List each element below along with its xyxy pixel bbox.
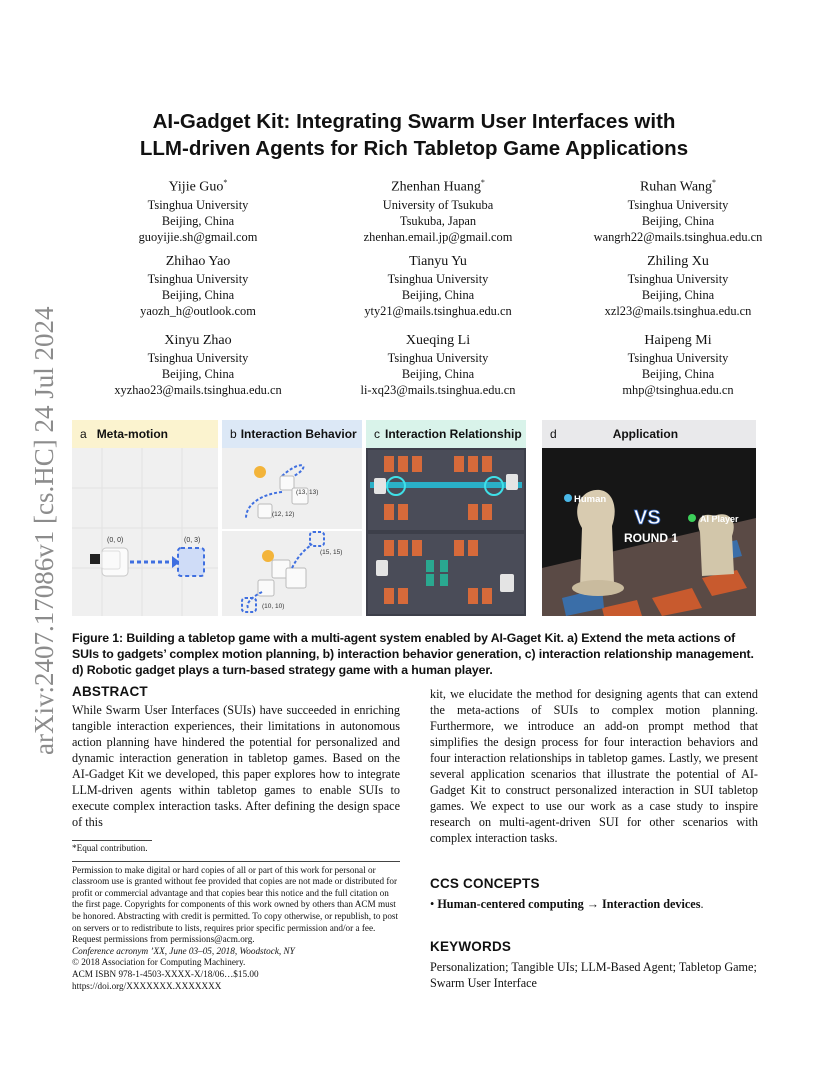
panel-title: Interaction Behavior: [240, 427, 357, 441]
permission-rule: [72, 861, 400, 862]
author: [328, 253, 548, 332]
coord-label: (0, 3): [184, 537, 201, 544]
keywords-heading: KEYWORDS: [430, 939, 512, 954]
author-email[interactable]: mhp@tsinghua.edu.cn: [622, 383, 734, 397]
author-email[interactable]: xyzhao23@mails.tsinghua.edu.cn: [114, 383, 282, 397]
arxiv-stamp: [8, 290, 68, 760]
doi-link[interactable]: https://doi.org/XXXXXXX.XXXXXXX: [72, 980, 222, 991]
board-bottom: [368, 534, 524, 614]
ccs-arrow: →: [586, 897, 599, 911]
left-column: [72, 684, 400, 992]
author-block: [88, 174, 788, 411]
interaction-relationship-illustration: [366, 448, 526, 616]
author: [88, 174, 308, 253]
permission-notice: Permission to make digital or hard copies of all or part of this work for personal or classroom use is granted without fee provided that copies are not made or distributed for profit or commercial advantage and that copies bear this notice and the full citation on the first page. Copyrights for components of this work owned by others than ACM must be honored. Abstracting with credit is permitted. To copy otherwise, or republish, to post on servers or to redistribute to lists, requires prior specific permission and/or a fee. Request permissions from permissions@acm.org.: [72, 864, 399, 945]
arxiv-id-text: arXiv:2407.17086v1 [cs.HC] 24 Jul 2024: [29, 306, 59, 755]
author-affiliation: University of Tsukuba: [382, 197, 494, 212]
panel-letter: d: [550, 427, 557, 441]
ccs-bullet: •: [430, 897, 435, 911]
author: [568, 174, 788, 253]
author-row: [88, 253, 788, 332]
ccs-subitem: Interaction devices: [601, 897, 701, 911]
author-affiliation: Tsinghua University: [627, 197, 729, 212]
round-label: ROUND 1: [624, 531, 679, 545]
title-line-2: LLM-driven Agents for Rich Tabletop Game Applications: [139, 137, 689, 160]
panel-letter: b: [230, 427, 237, 441]
author-affiliation: Tsinghua University: [147, 197, 249, 212]
author-email[interactable]: xzl23@mails.tsinghua.edu.cn: [604, 304, 752, 318]
coord-label: (0, 0): [107, 537, 124, 544]
panel-letter: a: [80, 427, 87, 441]
author-affiliation: Tsinghua University: [147, 272, 249, 286]
abstract-heading: ABSTRACT: [72, 684, 148, 699]
author-affiliation: Tsinghua University: [627, 272, 729, 286]
author-row: [88, 174, 788, 253]
abstract-text-right: kit, we elucidate the method for designing agents that can extend the meta-actions of SUIs to complex motion planning. Furthermore, we introduce an add-on prompt method that simplifies the design process for four interaction behaviors and four interaction relationships in tabletop games. Lastly, we present several application scenarios that illustrate the potential of AI-Gadget Kit to construct personalized interaction in SUI tabletop games. We expect to use our work as a case study to inspire research on multi-agent-driven SUI for other scenarios with complex interaction tasks.: [430, 687, 758, 845]
author-location: Beijing, China: [161, 213, 235, 228]
author-email[interactable]: guoyijie.sh@gmail.com: [138, 229, 258, 244]
author: [88, 332, 308, 411]
ccs-heading: CCS CONCEPTS: [430, 876, 540, 891]
meta-motion-illustration: [72, 448, 218, 616]
coord-label: (12, 12): [272, 511, 295, 518]
footnote-rule: [72, 840, 152, 841]
author-location: Tsukuba, Japan: [399, 213, 477, 228]
ai-player-label: AI Player: [700, 514, 739, 524]
vs-label: VS: [634, 507, 661, 529]
copyright-line: © 2018 Association for Computing Machinery.: [72, 957, 246, 968]
author-location: Beijing, China: [401, 367, 475, 381]
author-affiliation: Tsinghua University: [627, 351, 729, 365]
conference-info: Conference acronym ’XX, June 03–05, 2018, Woodstock, NY: [72, 945, 295, 956]
author-location: Beijing, China: [161, 288, 235, 302]
panel-meta-motion: [72, 420, 218, 616]
author-location: Beijing, China: [641, 367, 715, 381]
equal-contribution-mark: *: [712, 178, 717, 187]
interaction-behavior-illustration: [222, 448, 362, 616]
equal-contribution-mark: *: [223, 178, 228, 187]
author-email[interactable]: yaozh_h@outlook.com: [140, 304, 256, 318]
author: [568, 253, 788, 332]
author-affiliation: Tsinghua University: [387, 351, 489, 365]
author-row: [88, 332, 788, 411]
right-column: [430, 684, 758, 991]
teaser-figure: [72, 420, 756, 616]
panel-application: [542, 420, 756, 616]
title-line-1: AI-Gadget Kit: Integrating Swarm User Interfaces with: [152, 110, 676, 133]
panel-title: Interaction Relationship: [385, 427, 522, 441]
keywords-text: Personalization; Tangible UIs; LLM-Based Agent; Tabletop Game; Swarm User Interface: [430, 960, 757, 990]
author-email[interactable]: li-xq23@mails.tsinghua.edu.cn: [360, 383, 516, 397]
application-photo: [542, 448, 756, 616]
author-email[interactable]: wangrh22@mails.tsinghua.edu.cn: [593, 229, 763, 244]
author: [88, 253, 308, 332]
author-name: Yijie Guo: [168, 179, 224, 195]
author-location: Beijing, China: [161, 367, 235, 381]
isbn-line: ACM ISBN 978-1-4503-XXXX-X/18/06…$15.00: [72, 968, 259, 979]
author-name: Zhiling Xu: [647, 254, 709, 269]
ccs-item: Human-centered computing: [437, 897, 584, 911]
author-location: Beijing, China: [641, 288, 715, 302]
ccs-concept: [430, 896, 758, 912]
coord-label: (15, 15): [320, 549, 343, 556]
author: [328, 174, 548, 253]
panel-letter: c: [374, 427, 380, 441]
equal-contribution-mark: *: [480, 178, 485, 187]
equal-contribution-footnote: *Equal contribution.: [72, 843, 148, 853]
author-affiliation: Tsinghua University: [147, 351, 249, 365]
coord-label: (13, 13): [296, 489, 319, 496]
panel-c-header: [366, 420, 526, 448]
author-location: Beijing, China: [641, 213, 715, 228]
panel-b-header: [222, 420, 362, 448]
author-name: Haipeng Mi: [644, 333, 712, 348]
panel-interaction-relationship: [366, 420, 526, 616]
abstract-text-left: While Swarm User Interfaces (SUIs) have succeeded in enriching tangible interaction experiences, their limitations in autonomous action planning have hindered the potential for personalized and dynamic interaction generation in tabletop games. Based on the AI-Gadget Kit we developed, this paper explores how to integrate LLM-driven agents within tabletop games to enable SUIs to execute complex interaction tasks. After defining the design space of this: [72, 703, 400, 829]
paper-title: [90, 108, 738, 162]
author-name: Tianyu Yu: [409, 254, 467, 269]
author-name: Zhenhan Huang: [391, 179, 481, 195]
panel-d-header: [542, 420, 756, 448]
panel-a-header: [72, 420, 218, 448]
panel-interaction-behavior: [222, 420, 362, 616]
author-name: Xueqing Li: [405, 333, 471, 348]
ccs-period: .: [700, 897, 704, 911]
author-email[interactable]: zhenhan.email.jp@gmail.com: [363, 229, 513, 244]
author: [328, 332, 548, 411]
author-email[interactable]: yty21@mails.tsinghua.edu.cn: [364, 304, 512, 318]
coord-label: (10, 10): [262, 603, 285, 610]
author-name: Zhihao Yao: [165, 254, 231, 269]
author-affiliation: Tsinghua University: [387, 272, 489, 286]
author-name: Xinyu Zhao: [164, 333, 232, 348]
panel-title: Meta-motion: [96, 427, 169, 441]
board-top: [368, 450, 524, 530]
author: [568, 332, 788, 411]
human-label: Human: [574, 494, 607, 505]
author-name: Ruhan Wang: [639, 179, 713, 195]
arxiv-identifier: [8, 290, 68, 760]
figure-caption: Figure 1: Building a tabletop game with a multi-agent system enabled by AI-Gaget Kit. a) Extend the meta actions of SUIs to gadgets’ complex motion planning, b) interaction behavior generation, c) interaction relationship management. d) Robotic gadget plays a turn-based strategy game with a human player.: [72, 631, 754, 677]
author-location: Beijing, China: [401, 288, 475, 302]
panel-title: Application: [612, 427, 679, 441]
